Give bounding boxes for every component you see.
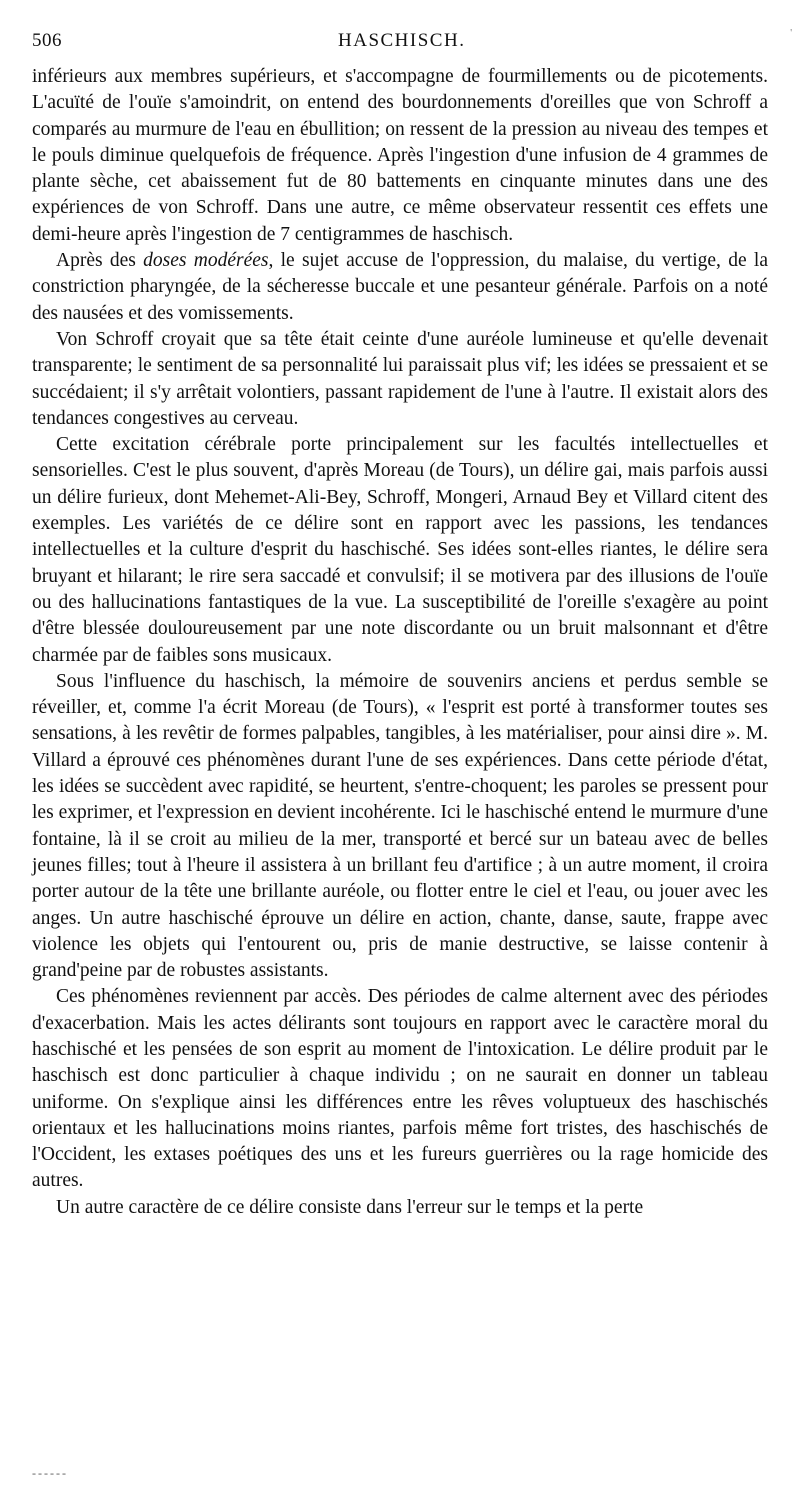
paragraph-continued: inférieurs aux membres supérieurs, et s'accompagne de fourmillements ou de picotements. L'acuïté de l'ouïe s'amoindrit, on entend des bourdonnements d'oreilles que von Schroff a comparés au murmure de l'eau en ébullition; on ressent de la pression au niveau des tempes et le pouls diminue quelquefois de fréquence. Après l'ingestion d'une infusion de 4 grammes de plante sèche, cet abaissement fut de 80 battements en cinquante minutes dans une des expériences de von Schroff. Dans une autre, ce même observateur ressentit ces effets une demi-heure après l'ingestion de 7 centigrammes de haschisch. [32, 66, 768, 245]
moderate-doses-emphasis: doses modérées [143, 250, 269, 272]
moderate-doses-before: Après des [56, 250, 144, 272]
body-text [32, 64, 768, 1221]
paragraph-moderate-doses [32, 248, 768, 327]
book-page [32, 30, 768, 1221]
page-header [32, 30, 768, 56]
margin-tick-mark: ' [790, 28, 792, 39]
running-title: HASCHISCH. [338, 30, 466, 51]
paragraph-memory: Sous l'influence du haschisch, la mémoire de souvenirs anciens et perdus semble se réveiller, et, comme l'a écrit Moreau (de Tours), « l'esprit est porté à transformer toutes ses sensations, à les revêtir de formes palpables, tangibles, à les matérialiser, pour ainsi dire ». M. Villard a éprouvé ces phénomènes durant l'une de ses expériences. Dans cette période d'état, les idées se succèdent avec rapidité, se heurtent, s'entre-choquent; les paroles se pressent pour les exprimer, et l'expression en devient incohérente. Ici le haschisché entend le murmure d'une fontaine, là il se croit au milieu de la mer, transporté et bercé sur un bateau avec de belles jeunes filles; tout à l'heure il assistera à un brillant feu d'artifice ; à un autre moment, il croira porter autour de la tête une brillante auréole, ou flotter entre le ciel et l'eau, ou jouer avec les anges. Un autre haschisché éprouve un délire en action, chante, danse, saute, frappe avec violence les objets qui l'entourent ou, pris de manie destructive, se laisse contenir à grand'peine par de robustes assistants. [32, 670, 768, 982]
footer-mark: ------ [32, 1466, 68, 1480]
paragraph-time-error: Un autre caractère de ce délire consiste dans l'erreur sur le temps et la perte [56, 1196, 644, 1218]
paragraph-von-schroff: Von Schroff croyait que sa tête était ceinte d'une auréole lumineuse et qu'elle devenait transparente; le sentiment de sa personnalité lui paraissait plus vif; les idées se pressaient et se succédaient; il s'y arrêtait volontiers, passant rapidement de l'une à l'autre. Il existait alors des tendances congestives au cerveau. [32, 328, 768, 429]
paragraph-phenomena: Ces phénomènes reviennent par accès. Des périodes de calme alternent avec des périodes d'exacerbation. Mais les actes délirants sont toujours en rapport avec le caractère moral du haschisché et les pensées de son esprit au moment de l'intoxication. Le délire produit par le haschisch est donc particulier à chaque individu ; on ne saurait en donner un tableau uniforme. On s'explique ainsi les différences entre les rêves voluptueux des haschischés orientaux et les hallucinations moins riantes, parfois même fort tristes, des haschischés de l'Occident, les extases poétiques des uns et les fureurs guerrières ou la rage homicide des autres. [32, 986, 768, 1192]
moderate-doses-after: , le sujet accuse de l'oppression, du malaise, du vertige, de la constriction pharyngée, de la sécheresse buccale et une pesanteur générale. Parfois on a noté des nausées et des vomissements. [32, 250, 768, 324]
paragraph-cerebral-excitation: Cette excitation cérébrale porte principalement sur les facultés intellectuelles et sensorielles. C'est le plus souvent, d'après Moreau (de Tours), un délire gai, mais parfois aussi un délire furieux, dont Mehemet-Ali-Bey, Schroff, Mongeri, Arnaud Bey et Villard citent des exemples. Les variétés de ce délire sont en rapport avec les passions, les tendances intellectuelles et la culture d'esprit du haschisché. Ses idées sont-elles riantes, le délire sera bruyant et hilarant; le rire sera saccadé et convulsif; il se motivera par des illusions de l'ouïe ou des hallucinations fantastiques de la vue. La susceptibilité de l'oreille s'exagère au point d'être blessée douloureusement par une note discordante ou un bruit malsonnant et d'être charmée par de faibles sons musicaux. [32, 434, 768, 666]
page-number: 506 [32, 30, 62, 51]
